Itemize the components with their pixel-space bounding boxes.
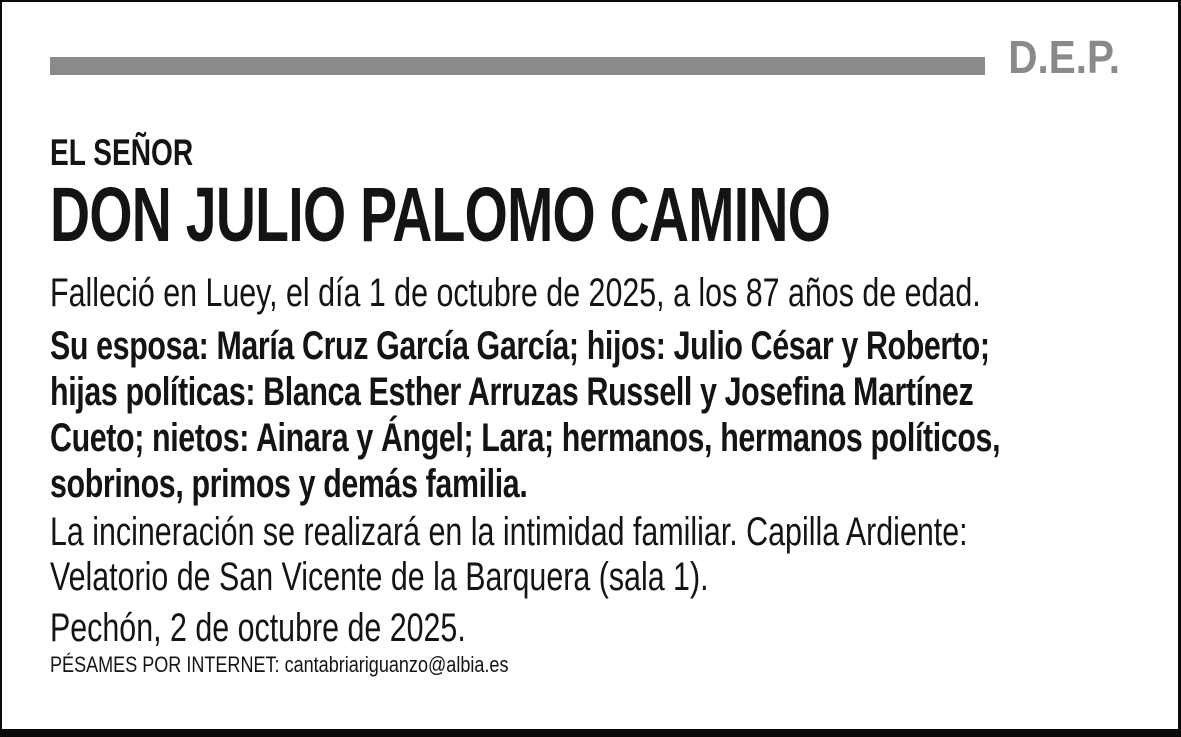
ceremony-line: La incineración se realizará en la intimidad familiar. Capilla Ardiente: — [50, 510, 968, 555]
ceremony-paragraph — [50, 510, 1120, 600]
dateline: Pechón, 2 de octubre de 2025. — [50, 606, 466, 651]
family-line: hijas políticas: Blanca Esther Arruzas Russell y Josefina Martínez — [50, 370, 974, 415]
gray-rule — [50, 57, 985, 75]
ceremony-line: Velatorio de San Vicente de la Barquera (sala 1). — [50, 555, 709, 600]
dep-label: D.E.P. — [1008, 30, 1120, 83]
header-row — [50, 30, 1120, 83]
family-line: Cueto; nietos: Ainara y Ángel; Lara; hermanos, hermanos políticos, — [50, 416, 1001, 461]
death-line: Falleció en Luey, el día 1 de octubre de 2025, a los 87 años de edad. — [50, 271, 981, 316]
family-line: Su esposa: María Cruz García García; hijos: Julio César y Roberto; — [50, 324, 990, 369]
family-paragraph — [50, 323, 1120, 507]
honorific: EL SEÑOR — [50, 132, 194, 173]
condolences-line: PÉSAMES POR INTERNET: cantabriariguanzo@albia.es — [50, 652, 509, 678]
deceased-name: DON JULIO PALOMO CAMINO — [50, 172, 831, 258]
family-line: sobrinos, primos y demás familia. — [50, 462, 528, 507]
